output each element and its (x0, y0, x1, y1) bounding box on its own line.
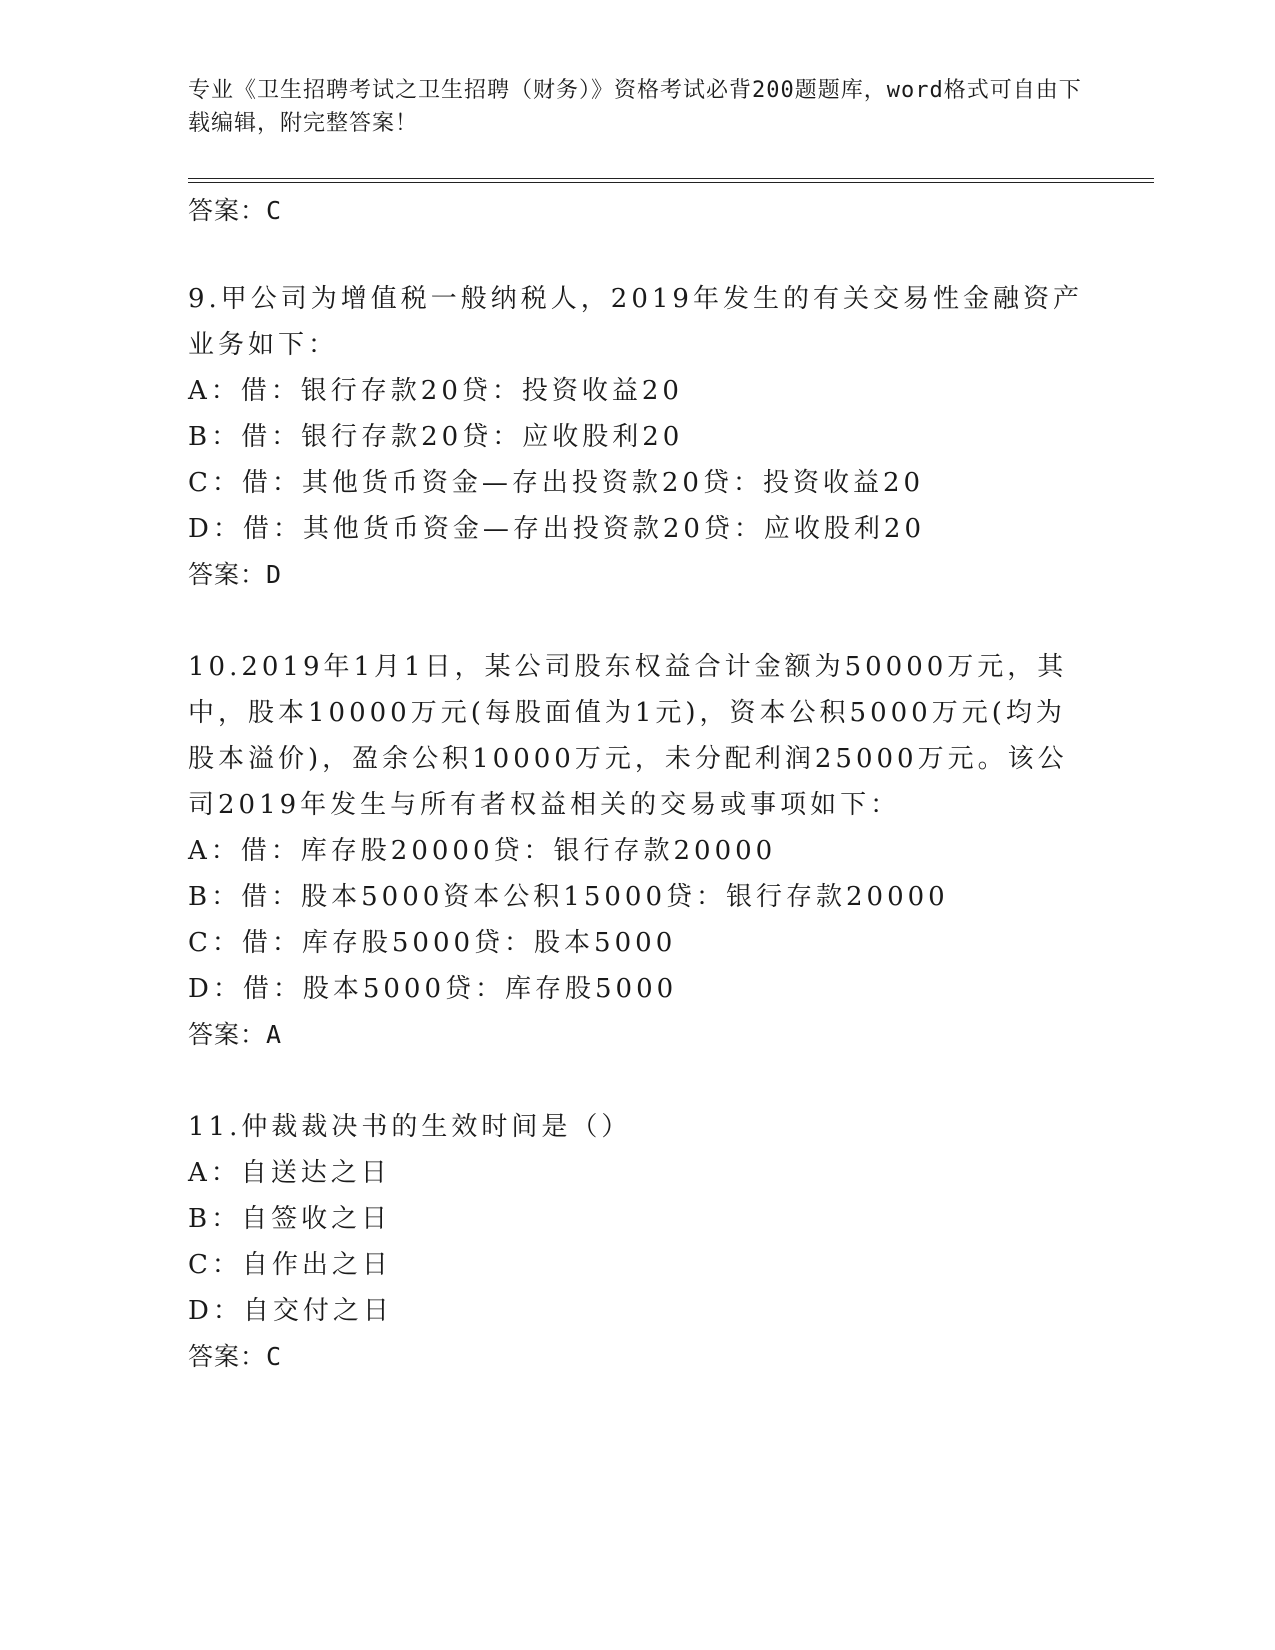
option-a: A：借：库存股20000贷：银行存款20000 (188, 836, 777, 866)
answer-line: 答案：C (188, 196, 283, 225)
question-10 (188, 644, 1088, 1058)
answer-line: 答案：C (188, 1342, 283, 1371)
option-d: D：自交付之日 (188, 1296, 393, 1326)
question-11 (188, 1104, 1088, 1380)
option-d: D：借：其他货币资金—存出投资款20贷：应收股利20 (188, 514, 926, 544)
option-b: B：借：股本5000资本公积15000贷：银行存款20000 (188, 882, 949, 912)
option-c: C：自作出之日 (188, 1250, 392, 1280)
option-a: A：自送达之日 (188, 1158, 391, 1188)
question-9 (188, 276, 1088, 598)
answer-line: 答案：D (188, 560, 283, 589)
header-divider (188, 178, 1154, 183)
document-body (188, 188, 1088, 1380)
option-b: B：自签收之日 (188, 1204, 392, 1234)
option-d: D：借：股本5000贷：库存股5000 (188, 974, 678, 1004)
option-b: B：借：银行存款20贷：应收股利20 (188, 422, 684, 452)
question-stem: 9.甲公司为增值税一般纳税人，2019年发生的有关交易性金融资产业务如下： (188, 284, 1083, 360)
option-c: C：借：其他货币资金—存出投资款20贷：投资收益20 (188, 468, 925, 498)
option-c: C：借：库存股5000贷：股本5000 (188, 928, 677, 958)
question-stem: 10.2019年1月1日，某公司股东权益合计金额为50000万元，其中，股本10000万元(每股面值为1元)，资本公积5000万元(均为股本溢价)，盈余公积10000万元，未分配利润25000万元。该公司2019年发生与所有者权益相关的交易或事项如下： (188, 652, 1068, 820)
page-header: 专业《卫生招聘考试之卫生招聘（财务）》资格考试必背200题题库，word格式可自由下载编辑，附完整答案！ (188, 78, 1082, 136)
question-stem: 11.仲裁裁决书的生效时间是（） (188, 1112, 632, 1142)
option-a: A：借：银行存款20贷：投资收益20 (188, 376, 683, 406)
answer-line: 答案：A (188, 1020, 283, 1049)
